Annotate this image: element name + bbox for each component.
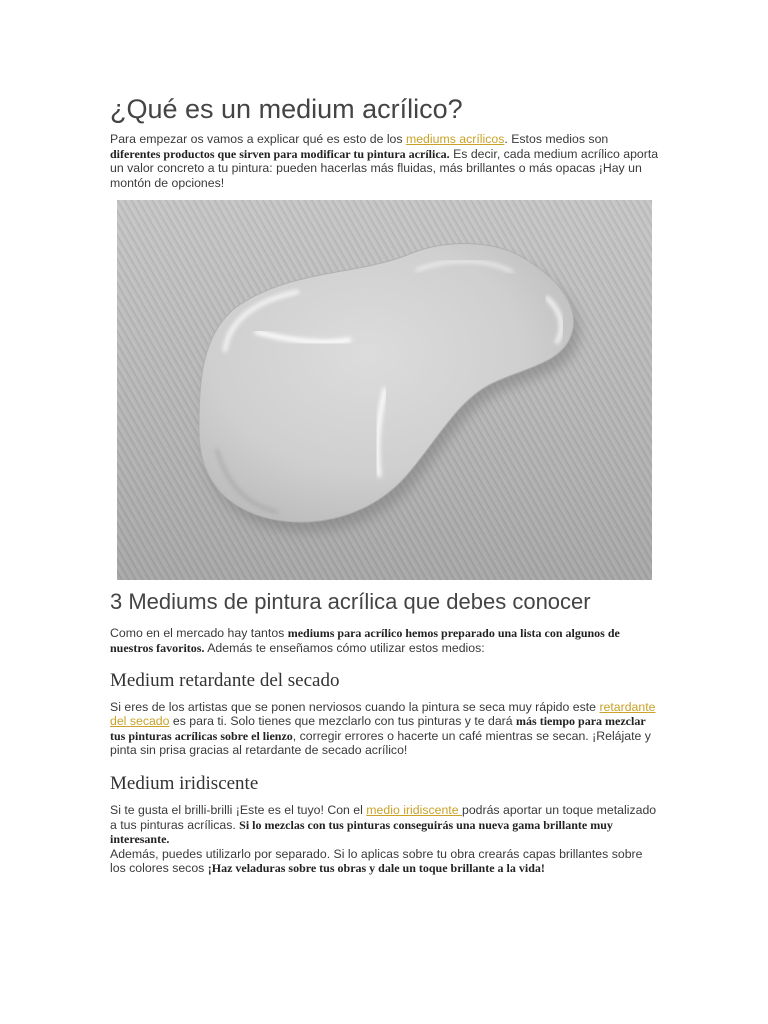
section-heading-mediums: 3 Mediums de pintura acrílica que debes conocer <box>110 589 591 615</box>
retardante-link[interactable]: retardante del secado <box>110 699 656 729</box>
intro-bold-text: diferentes productos que sirven para modificar tu pintura acrílica. <box>110 146 450 161</box>
intro-text-3: Es decir, cada medium acrílico aporta un valor concreto a tu pintura: pueden hacerlas más fluidas, más brillantes o más opacas ¡Hay un montón de opciones! <box>110 146 659 190</box>
section-text-1: Como en el mercado hay tantos <box>110 626 288 641</box>
section-text-2: Además te enseñamos cómo utilizar estos medios: <box>204 640 485 655</box>
acrylic-blob-illustration <box>117 200 652 580</box>
intro-paragraph <box>110 132 660 190</box>
iridiscente-text-1: Si te gusta el brilli-brilli ¡Este es el tuyo! Con el <box>110 802 367 817</box>
retardante-bold-text: más tiempo para mezclar tus pinturas acrílicas sobre el lienzo <box>110 714 646 743</box>
iridiscente-paragraph <box>110 803 660 876</box>
intro-text-1: Para empezar os vamos a explicar qué es esto de los <box>110 132 406 146</box>
section-bold-text: mediums para acrílico hemos preparado una lista con algunos de nuestros favoritos. <box>110 626 620 655</box>
retardante-text-2: es para ti. Solo tienes que mezclarlo con tus pinturas y te dará <box>169 714 517 729</box>
iridiscente-bold-text-2: ¡Haz veladuras sobre tus obras y dale un toque brillante a la vida! <box>207 861 545 876</box>
iridiscente-text-3: Además, puedes utilizarlo por separado. Si lo aplicas sobre tu obra crearás capas brillantes sobre los colores secos <box>110 846 643 876</box>
retardante-text-3: , corregir errores o hacerte un café mientras se secan. ¡Relájate y pinta sin prisa gracias al retardante de secado acrílico! <box>110 728 651 758</box>
heading-iridiscente: Medium iridiscente <box>110 772 259 794</box>
intro-text-2: . Estos medios son <box>504 132 609 146</box>
section-intro-paragraph <box>110 626 660 655</box>
page-title: ¿Qué es un medium acrílico? <box>110 94 463 124</box>
medium-acrylic-photo <box>117 200 652 580</box>
iridiscente-bold-text: Si lo mezclas con tus pinturas conseguirás una nueva gama brillante muy interesante. <box>110 817 613 847</box>
heading-retardante: Medium retardante del secado <box>110 669 340 691</box>
retardante-text-1: Si eres de los artistas que se ponen nerviosos cuando la pintura se seca muy rápido este <box>110 699 600 714</box>
mediums-acrilicos-link[interactable]: mediums acrílicos <box>405 132 505 146</box>
iridiscente-link[interactable]: medio iridiscente <box>366 802 462 817</box>
iridiscente-text-2: podrás aportar un toque metalizado a tus pinturas acrílicas. <box>110 802 657 832</box>
retardante-paragraph <box>110 700 660 758</box>
